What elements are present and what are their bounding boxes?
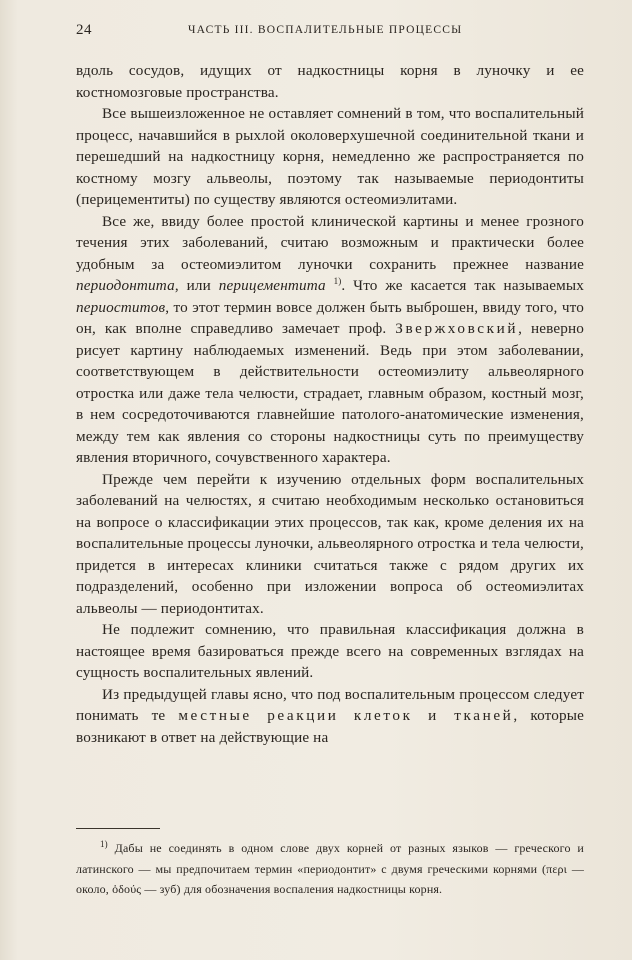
page-header	[76, 22, 584, 42]
author-name: Звержховский	[395, 320, 519, 337]
paragraph-3-text-a: Все же, ввиду более простой клинической картины и менее грозного течения этих заболеваний, считаю возможным и практически более удобным за остеомиэлитом луночки сохранить прежнее название	[76, 212, 584, 273]
paragraph-2-text: Все вышеизложенное не оставляет сомнений в том, что воспалительный процесс, начавшийся в рыхлой околоверхушечной соединительной ткани и перешедший на надкостницу корня, немедленно же распространяется по костному мозгу альвеолы, поэтому так называемые периодонтиты (перицементиты) по существу являются остеомиэлитами.	[76, 105, 584, 208]
footnote-text: Дабы не соединять в одном слове двух корней от разных языков — греческого и латинского — мы предпочитаем термин «периодонтит» с двумя греческими корнями (περι — около, ὀδούς — зуб) для обозначения воспаления надкостницы корня.	[76, 841, 584, 896]
footnote-reference: 1)	[333, 275, 342, 286]
paragraph-5-text: Не подлежит сомнению, что правильная классификация должна в настоящее время базироваться прежде всего на современных взглядах на сущность воспалительных явлений.	[76, 621, 584, 681]
page-number: 24	[76, 22, 92, 38]
paragraph-3-text-d: , то этот термин вовсе должен быть выброшен, ввиду того, что он, как вполне справедливо замечает проф.	[76, 298, 584, 337]
paragraph-1-text: вдоль сосудов, идущих от надкостницы корня в луночку и ее костномозговые пространства.	[76, 62, 584, 101]
paragraph-6-text-b: , которые возникают в ответ на действующие на	[76, 707, 584, 746]
paragraph-4-text: Прежде чем перейти к изучению отдельных форм воспалительных заболеваний на челюстях, я считаю необходимым несколько остановиться на вопросе о классификации этих процессов, так как, кроме деления их на воспалительные процессы луночки, альвеолярного отростка и тела челюсти, придется в интересах клиники считаться также с рядом других их подразделений, особенно при изложении вопроса об остеомиэлитах альвеолы — периодонтитах.	[76, 470, 584, 617]
paragraph-5	[76, 619, 584, 684]
paragraph-3	[76, 211, 584, 469]
paragraph-4	[76, 469, 584, 620]
paragraph-1	[76, 60, 584, 103]
paragraph-3-text-b: , или	[174, 277, 211, 294]
body-text	[76, 60, 584, 748]
term-periostitis: периоститов	[76, 298, 166, 316]
footnote-divider	[76, 828, 160, 829]
emphasized-phrase: местные реакции клеток и тканей	[178, 707, 514, 724]
running-head: ЧАСТЬ III. ВОСПАЛИТЕЛЬНЫЕ ПРОЦЕССЫ	[188, 24, 463, 36]
term-pericementitis: перицементита	[218, 277, 326, 294]
term-periodontitis: периодонтита	[76, 277, 175, 294]
paragraph-6	[76, 684, 584, 749]
paragraph-3-text-e: , неверно рисует картину наблюдаемых изменений. Ведь при этом заболевании, соответствующем в действительности остеомиэлиту альвеолярного отростка или даже тела челюсти, страдает, главным образом, костный мозг, в нем сосредоточиваются главнейшие патолого-анатомические изменения, между тем как явления со стороны надкостницы суть по преимуществу явления вторичного, сочувственного характера.	[76, 320, 584, 466]
paragraph-6-text-a: Из предыдущей главы ясно, что под воспалительным процессом следует понимать те	[76, 685, 584, 724]
footnote-mark: 1)	[100, 839, 108, 849]
footnote	[76, 838, 584, 900]
paragraph-2	[76, 103, 584, 211]
paragraph-3-text-c: . Что же касается так называемых	[341, 277, 584, 294]
